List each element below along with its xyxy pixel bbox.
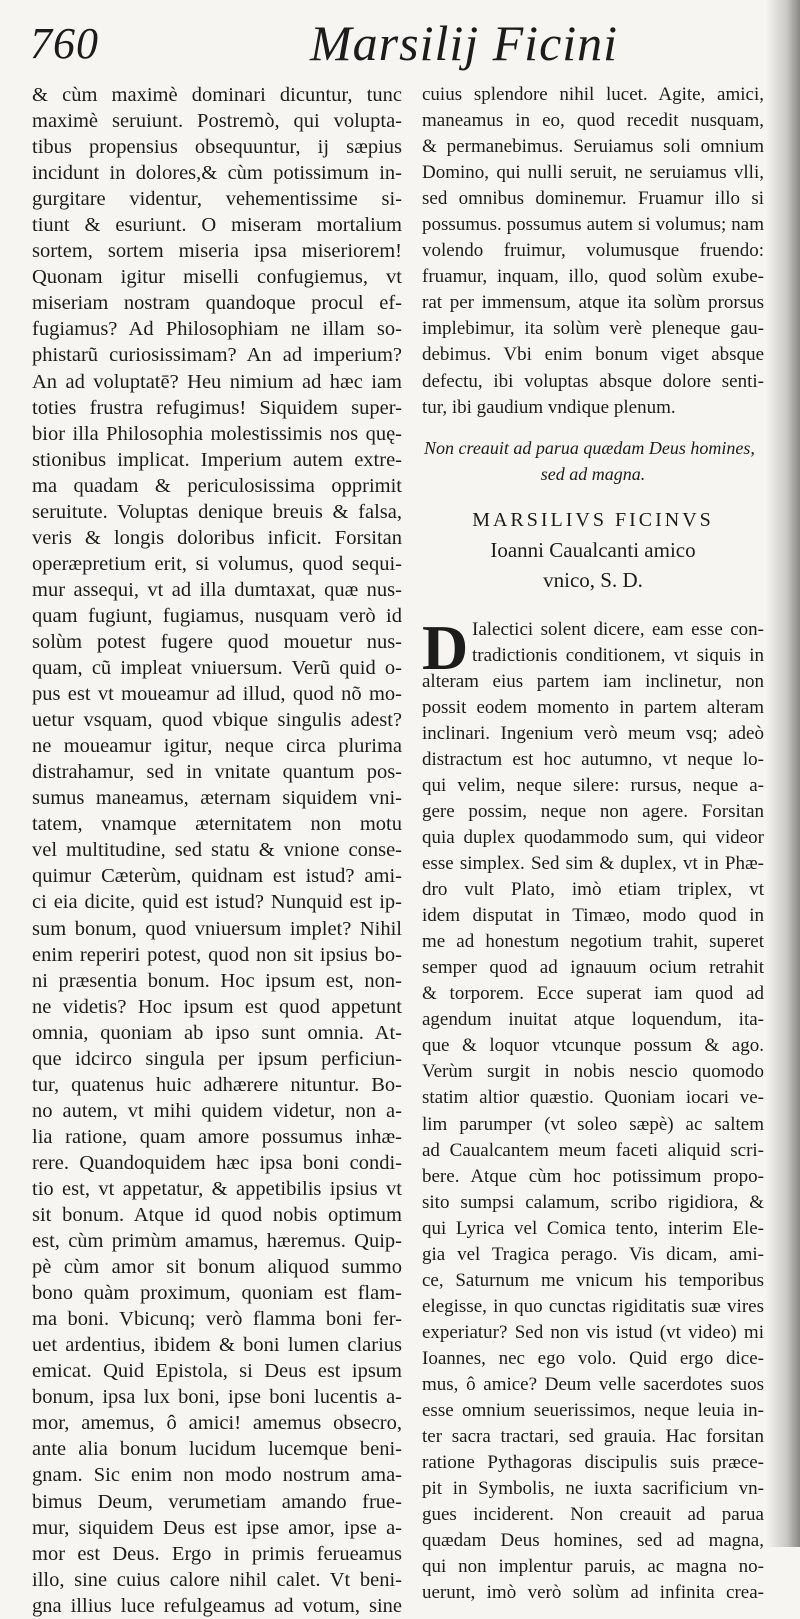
left-column-line: que idcirco singula per ipsum perficiun- xyxy=(32,1047,402,1070)
right-column-line: fruamur, inquam, illo, quod solùm exube- xyxy=(422,266,764,288)
left-column-line: fugiamus? Ad Philosophiam ne illam so- xyxy=(32,318,402,341)
letter-heading-recipient: Ioanni Caualcanti amico xyxy=(490,537,696,562)
left-column-line: distrahamur, sed in vnitate quantum pos- xyxy=(32,761,402,784)
left-column-line: sortem, sortem miseria ipsa miseriorem! xyxy=(32,240,402,263)
left-column-line: pus est vt moueamur ad illud, quod nõ mo- xyxy=(32,683,402,706)
left-column-line: solùm potest fugere quod mouetur nus- xyxy=(32,630,402,653)
letter-body xyxy=(422,611,764,1607)
letter-heading xyxy=(422,505,764,595)
right-column-line: volendo fruimur, volumusque fruendo: xyxy=(422,240,764,262)
letter-line: uerunt, imò verò solùm ad infinita crea- xyxy=(422,1582,764,1604)
right-column-line: debimus. Vbi enim bonum viget absque xyxy=(422,344,764,366)
page-number: 760 xyxy=(30,19,99,68)
left-column-line: ne moueamur igitur, neque circa plurima xyxy=(32,735,402,758)
left-column-line: ma quadam & periculosissima opprimit xyxy=(32,474,402,497)
left-column-line: bimus Deum, verumetiam amando frue- xyxy=(32,1490,402,1513)
right-column-line: & permanebimus. Seruiamus soli omnium xyxy=(422,136,764,158)
left-column-line: mor est Deus. Ergo in primis ferueamus xyxy=(32,1542,402,1565)
left-column-line: emicat. Quid Epistola, si Deus est ipsum xyxy=(32,1360,402,1383)
left-column-line: An ad voluptatē? Heu nimium ad hæc iam xyxy=(32,370,402,393)
drop-cap: D xyxy=(422,611,469,683)
left-column-line: ne videtis? Hoc ipsum est quod appetunt xyxy=(32,995,402,1018)
motto-line-1: Non creauit ad parua quædam Deus homines, xyxy=(424,437,755,458)
letter-line: gia vel Tragica perago. Vis dicam, ami- xyxy=(422,1243,764,1265)
letter-line: lim parumper (vt soleo sæpè) ac saltem xyxy=(422,1113,764,1135)
left-column-line: & cùm maximè dominari dicuntur, tunc xyxy=(32,84,402,106)
left-column-line: bono quàm proximum, quoniam est flam- xyxy=(32,1282,402,1305)
left-column-line: tibus propensius obsequuntur, ij sæpius xyxy=(32,136,402,159)
letter-line: ter sacra tractari, sed grauia. Hac forsitan xyxy=(422,1426,764,1448)
letter-line: statim altior quæstio. Quoniam iocari ve- xyxy=(422,1087,764,1109)
right-column-line: rat per immensum, atque ita solùm prorsus xyxy=(422,292,764,314)
right-column-line: maneamus in eo, quod recedit nusquam, xyxy=(422,110,764,132)
left-column-line: seruitute. Voluptas denique breuis & falsa, xyxy=(32,500,402,523)
left-column-line: incidunt in dolores,& cùm potissimum in- xyxy=(32,162,402,185)
letter-line: pit in Symbolis, ne iuxta sacrificium vn- xyxy=(422,1478,764,1500)
letter-line: gues inciderent. Non creauit ad parua xyxy=(422,1504,764,1526)
left-column-line: bior illa Philosophia molestissimis nos quę- xyxy=(32,422,402,445)
letter-line: me ad honestum negotium trahit, superet xyxy=(422,931,764,953)
left-column-line: no autem, vt mihi quidem videtur, non a- xyxy=(32,1099,402,1122)
left-column-line: sum bonum, quod vniuersum implet? Nihil xyxy=(32,917,402,940)
letter-line: dro vult Plato, imò etiam triplex, vt xyxy=(422,879,764,901)
left-column-line: uetur vsquam, quod vbique singulis adest? xyxy=(32,709,402,732)
letter-line: bere. Atque cùm hoc potissimum propo- xyxy=(422,1165,764,1187)
left-column-line: operæpretium erit, si volumus, quod sequi- xyxy=(32,552,402,575)
left-column-line: ma boni. Vbicunq; verò flamma boni fer- xyxy=(32,1308,402,1331)
letter-line: semper quod ad ignauum ocium retrahit xyxy=(422,957,764,979)
left-column-line: enim reperiri potest, quod non sit ipsius bo- xyxy=(32,943,402,966)
letter-line: qui Lyrica vel Comica tento, interim Ele- xyxy=(422,1217,764,1239)
left-column-line: sumus maneamus, æternam siquidem vni- xyxy=(32,787,402,810)
left-column-line: omnia, quoniam ab ipso sunt omnia. At- xyxy=(32,1021,402,1044)
left-column-line: ci eia dicite, quid est istud? Nunquid est ip- xyxy=(32,891,402,914)
letter-line: esse simplex. Sed sim & duplex, vt in Phæ- xyxy=(422,853,764,875)
left-column-line: ante alia bonum lucidum lucemque beni- xyxy=(32,1438,402,1461)
left-column-line: ni præsentia bonum. Hoc ipsum est, non- xyxy=(32,969,402,992)
left-column-line: gna illius luce refulgeamus ad votum, sine xyxy=(32,1594,402,1617)
letter-line: Ioannes, nec ego volo. Quid ergo dice- xyxy=(422,1347,764,1369)
letter-line: inclinari. Ingenium verò meum vsq; adeò xyxy=(422,722,764,744)
letter-line: possit eodem momento in partem alteram xyxy=(422,696,764,718)
left-column-line: stionibus implicat. Imperium autem extre- xyxy=(32,448,402,471)
left-column-line: sit bonum. Atque id quod nobis optimum xyxy=(32,1204,402,1227)
letter-line: & torporem. Ecce superat iam quod ad xyxy=(422,983,764,1005)
letter-line: alteram eius partem iam inclinetur, non xyxy=(422,670,764,692)
left-column-line: tiunt & esuriunt. O miseram mortalium xyxy=(32,214,402,237)
left-column-line: illo, sine cuius calore nihil calet. Vt beni- xyxy=(32,1568,402,1591)
letter-line: elegisse, in quo cunctas rigiditatis suæ vires xyxy=(422,1295,764,1317)
left-column-line: toties frustra refugimus! Siquidem super- xyxy=(32,396,402,419)
right-column-line: defectu, ibi voluptas absque dolore senti- xyxy=(422,370,764,392)
right-column-line: tur, ibi gaudium vndique plenum. xyxy=(422,396,676,418)
letter-line: mus, ô amice? Deum velle sacerdotes suos xyxy=(422,1373,764,1395)
letter-line: quia duplex quodammodo sum, qui videor xyxy=(422,826,764,848)
letter-line: ad Caualcantem meum faceti aliquid scri- xyxy=(422,1139,764,1161)
binding-shadow xyxy=(766,0,800,1547)
left-column-line: lia ratione, quam amore possumus inhæ- xyxy=(32,1125,402,1148)
right-column-line: sed omnibus dominemur. Fruamur illo si xyxy=(422,188,764,210)
left-column-line: vel multitudine, sed statu & vnione conse- xyxy=(32,839,402,862)
letter-line: distractum est hoc autumno, vt neque lo- xyxy=(422,748,764,770)
letter-line: quædam Deus homines, sed ad magna, xyxy=(422,1530,764,1552)
left-column-line: tio est, vt appetatur, & appetibilis ipsius vt xyxy=(32,1177,402,1200)
left-column-line: tatem, vnamque æternitatem non motu xyxy=(32,813,402,836)
left-column-line: miseriam nostram quandoque procul ef- xyxy=(32,292,402,315)
right-column-line: implebimur, ita solùm verè pleneque gau- xyxy=(422,318,764,340)
letter-line: ratione Pythagoras discipulis suis præce- xyxy=(422,1452,764,1474)
left-column-line: quimur Cæterùm, quidnam est istud? ami- xyxy=(32,865,402,888)
right-column-line: cuius splendore nihil lucet. Agite, amici, xyxy=(422,84,764,105)
left-column-line: rere. Quandoquidem hæc ipsa boni condi- xyxy=(32,1151,402,1174)
letter-line: experiatur? Sed non vis istud (vt video) mi xyxy=(422,1321,764,1343)
letter-line: qui velim, neque silere: rursus, neque a- xyxy=(422,774,764,796)
left-column-line: quam, cũ impleat vniuersum. Verũ quid o- xyxy=(32,657,402,680)
letter-line: idem disputat in Timæo, modo quod in xyxy=(422,905,764,927)
letter-line: Ialectici solent dicere, eam esse con- xyxy=(472,618,764,640)
letter-line: esse omnium seuerissimos, neque leuia in- xyxy=(422,1400,764,1422)
running-head: Marsilij Ficini xyxy=(310,15,619,71)
letter-line: que & loquor vtcunque possum & ago. xyxy=(422,1035,764,1057)
left-column-line: gnam. Sic enim non modo nostrum ama- xyxy=(32,1464,402,1487)
letter-line: agendum inuitat atque loquendum, ita- xyxy=(422,1009,764,1031)
left-column-line: veris & longis doloribus inficit. Forsitan xyxy=(32,526,402,549)
left-column-line: mur assequi, vt ad illa dumtaxat, quæ nus- xyxy=(32,578,402,601)
letter-line: ce, Saturnum me vnicum his temporibus xyxy=(422,1269,764,1291)
right-column xyxy=(422,82,764,1606)
left-column-line: mur, siquidem Deus est ipse amor, ipse a- xyxy=(32,1516,402,1539)
letter-line: Verùm surgit in nobis nescio quomodo xyxy=(422,1061,764,1083)
left-column-line: maximè seruiunt. Postremò, qui volupta- xyxy=(32,110,402,133)
letter-heading-salutation: vnico, S. D. xyxy=(543,567,643,592)
motto-line-2: sed ad magna. xyxy=(540,463,646,484)
left-column-line: mor, amemus, ô amici! amemus obsecro, xyxy=(32,1412,402,1435)
right-column-line: Domino, qui nulli seruit, ne seruiamus vlli, xyxy=(422,162,764,184)
left-column-line: phistarũ curiosissimam? An ad imperium? xyxy=(32,344,402,367)
left-column-line: quam fugiunt, fugiamus, nusquam verò id xyxy=(32,604,402,627)
letter-line: tradictionis conditionem, vt siquis in xyxy=(472,644,764,666)
right-column-line: possumus. possumus autem si volumus; nam xyxy=(422,214,764,236)
left-column-line: gurgitare videntur, vehementissime si- xyxy=(32,188,402,211)
left-column-line: est, cùm primùm amamus, hæremus. Quip- xyxy=(32,1230,402,1253)
letter-line: sito sumpsi calamum, scribo rigidiora, & xyxy=(422,1191,764,1213)
left-column-line: tur, quatenus huic adhærere nituntur. Bo- xyxy=(32,1073,402,1096)
letter-line: gere possim, neque non agere. Forsitan xyxy=(422,800,764,822)
left-column-line: Quonam igitur miselli confugiemus, vt xyxy=(32,266,402,289)
letter-line: qui non implentur paruis, ac magna no- xyxy=(422,1556,764,1578)
letter-heading-author: MARSILIVS FICINVS xyxy=(472,508,714,531)
left-column-line: pè cùm amor sit bonum aliquod summo xyxy=(32,1256,402,1279)
left-column-line: uet ardentius, ibidem & boni lumen clarius xyxy=(32,1334,402,1357)
right-column-continuation xyxy=(422,82,764,421)
left-column-line: bonum, ipsa lux boni, ipse boni lucentis a- xyxy=(32,1386,402,1409)
left-column xyxy=(32,82,402,1619)
